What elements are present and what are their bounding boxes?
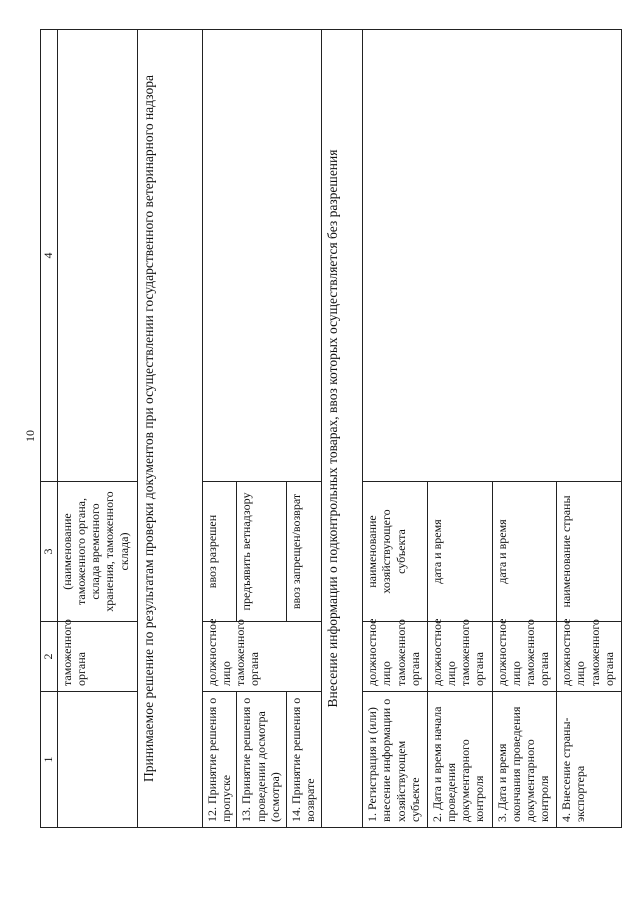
- items-col4: [363, 30, 622, 482]
- section-title-decisions: Принимаемое решение по результатам проверки документов при осуществлении государственного ветеринарного надзора: [137, 30, 202, 828]
- header-col-1: 1: [41, 692, 58, 828]
- item-2-actor: должностное лицо таможенного органа: [427, 622, 492, 692]
- table-header-row: [41, 30, 58, 828]
- decision-14-value: ввоз запрещен/возврат: [287, 482, 322, 622]
- decision-14-action: 14. Принятие решения о возврате: [287, 692, 322, 828]
- decision-col4: [202, 30, 322, 482]
- item-2-value: дата и время: [427, 482, 492, 622]
- header-col-3: 3: [41, 482, 58, 622]
- decision-actor: должностное лицо таможенного органа: [202, 622, 322, 692]
- rotated-table-area: [40, 30, 622, 828]
- header-col-4: 4: [41, 30, 58, 482]
- item-2-action: 2. Дата и время начала проведения документарного контроля: [427, 692, 492, 828]
- header-col-2: 2: [41, 622, 58, 692]
- decision-13-value: предъявить ветнадзору: [237, 482, 287, 622]
- row0-col4: [58, 30, 138, 482]
- item-4-actor: должностное лицо таможенного органа: [557, 622, 622, 692]
- item-3-value: дата и время: [492, 482, 557, 622]
- row0-col1: [58, 692, 138, 828]
- decision-12-action: 12. Принятие решения о пропуске: [202, 692, 237, 828]
- decision-12-value: ввоз разрешен: [202, 482, 237, 622]
- section-row: [322, 30, 363, 828]
- decision-13-action: 13. Принятие решения о проведении досмотра (осмотра): [237, 692, 287, 828]
- item-4-action: 4. Внесение страны-экспортера: [557, 692, 622, 828]
- section-row: [137, 30, 202, 828]
- row0-col2: таможенного органа: [58, 622, 138, 692]
- item-3-action: 3. Дата и время окончания проведения документарного контроля: [492, 692, 557, 828]
- item-3-actor: должностное лицо таможенного органа: [492, 622, 557, 692]
- item-1-value: наименование хозяйствующего субъекта: [363, 482, 428, 622]
- section-title-items: Внесение информации о подконтрольных товарах, ввоз которых осуществляется без разрешения: [322, 30, 363, 828]
- item-1-actor: должностное лицо таможенного органа: [363, 622, 428, 692]
- document-table: [40, 29, 622, 828]
- table-row: [58, 30, 138, 828]
- item-1-action: 1. Регистрация и (или) внесение информации о хозяйствующем субъекте: [363, 692, 428, 828]
- page-number: 10: [23, 430, 37, 442]
- table-row: [202, 30, 237, 828]
- row0-col3: (наименование таможенного органа, склада временного хранения, таможенного склада): [58, 482, 138, 622]
- item-4-value: наименование страны: [557, 482, 622, 622]
- table-row: [363, 30, 428, 828]
